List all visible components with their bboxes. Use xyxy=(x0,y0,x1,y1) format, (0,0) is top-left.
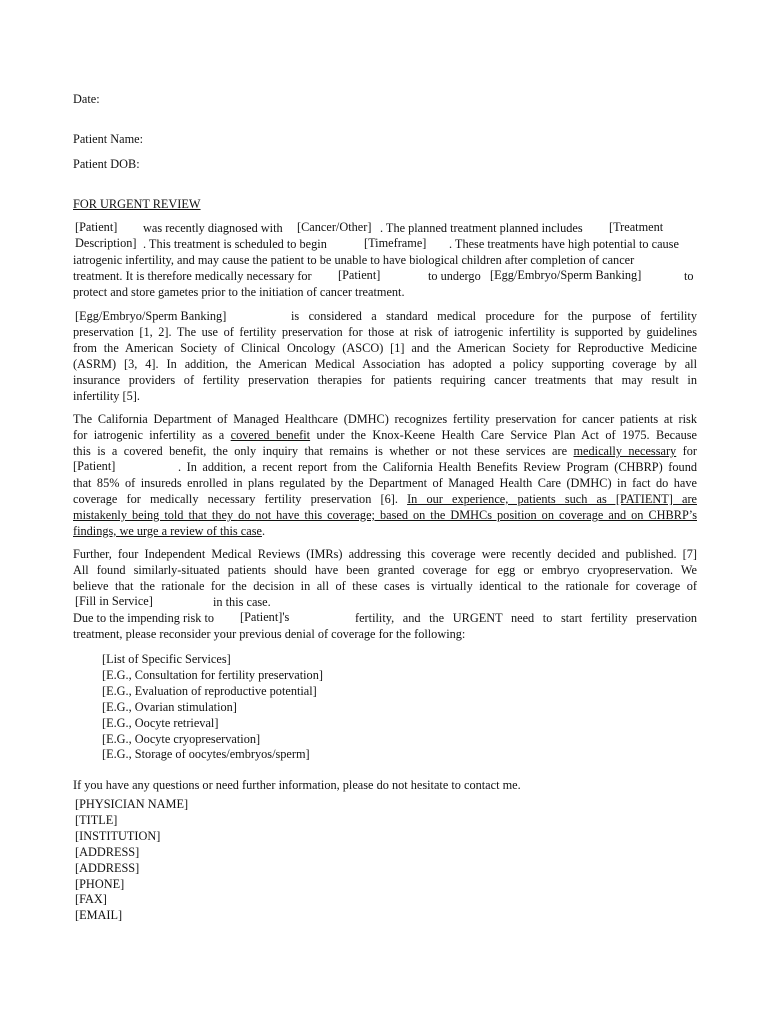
address-field[interactable]: [ADDRESS] xyxy=(75,844,140,859)
para4-text: All found similarly-situated patients should have been granted coverage for egg or embryo cryopreservation. We xyxy=(73,563,697,577)
fax-field[interactable]: [FAX] xyxy=(75,892,107,907)
institution-field[interactable]: [INSTITUTION] xyxy=(75,828,161,843)
para3-underlined-text: In our experience, patients such as [PATIENT] are xyxy=(407,492,697,506)
para2-text: insurance providers of fertility preservation therapies for patients requiring cancer treatments that may result in xyxy=(73,373,697,387)
para1-text: to undergo xyxy=(428,269,481,283)
para2-text: infertility [5]. xyxy=(73,389,140,403)
timeframe-field[interactable]: [Timeframe] xyxy=(364,236,427,250)
para3-text: that 85% of insureds enrolled in plans regulated by the Department of Managed Health Care (DMHC) in fact do have xyxy=(73,476,697,490)
email-field[interactable]: [EMAIL] xyxy=(75,908,123,923)
service-list-item[interactable]: [E.G., Storage of oocytes/embryos/sperm] xyxy=(102,747,310,762)
treatment-field[interactable]: [Treatment xyxy=(609,220,664,234)
patient-field[interactable]: [Patient] xyxy=(75,220,118,234)
para3-text: . In addition, a recent report from the California Health Benefits Review Program (CHBRP) found xyxy=(178,460,697,474)
para4-text: in this case. xyxy=(213,595,271,609)
patient-name-label: Patient Name: xyxy=(73,132,144,146)
closing-text: If you have any questions or need further information, please do not hesitate to contact me. xyxy=(73,778,521,792)
service-list-item[interactable]: [E.G., Consultation for fertility preservation] xyxy=(102,667,323,682)
date-label: Date: xyxy=(73,92,100,106)
para3-underlined-text: findings, we urge a review of this case xyxy=(73,524,262,538)
service-list-item[interactable]: [E.G., Evaluation of reproductive potential] xyxy=(102,683,317,698)
para1-text: iatrogenic infertility, and may cause the patient to be unable to have biological children after completion of cancer xyxy=(73,253,635,267)
para1-text: treatment. It is therefore medically necessary for xyxy=(73,269,312,283)
para1-text: . These treatments have high potential to cause xyxy=(449,237,679,251)
para2-text: (ASRM) [3, 4]. In addition, the American Medical Association has adopted a policy supporting coverage by all xyxy=(73,357,697,371)
banking-field[interactable]: [Egg/Embryo/Sperm Banking] xyxy=(490,268,642,282)
para3-text: this is a covered benefit, the only inquiry that remains is whether or not these services are xyxy=(73,444,568,458)
urgent-heading: FOR URGENT REVIEW xyxy=(73,197,201,211)
para1-text: . This treatment is scheduled to begin xyxy=(143,237,327,251)
service-list-item[interactable]: [E.G., Oocyte retrieval] xyxy=(102,715,219,730)
para2-text: from the American Society of Clinical Oncology (ASCO) [1] and the American Society for Reproductive Medicine xyxy=(73,341,697,355)
service-list-item[interactable]: [E.G., Ovarian stimulation] xyxy=(102,699,237,714)
physician-name-field[interactable]: [PHYSICIAN NAME] xyxy=(75,797,189,811)
patient-field[interactable]: [Patient] xyxy=(338,268,381,282)
para3-text: for iatrogenic infertility as a xyxy=(73,428,225,442)
para1-text: . The planned treatment planned includes xyxy=(380,221,583,235)
signature-block xyxy=(75,797,188,924)
phone-field[interactable]: [PHONE] xyxy=(75,876,125,891)
treatment-field[interactable]: Description] xyxy=(75,236,137,250)
service-list-item[interactable]: [List of Specific Services] xyxy=(102,652,231,666)
medically-necessary-text: medically necessary xyxy=(573,444,677,458)
patient-field[interactable]: [Patient]'s xyxy=(240,610,290,624)
para3-text: for xyxy=(682,444,698,458)
para3-line xyxy=(73,492,697,508)
para4-text: Further, four Independent Medical Reviews (IMRs) addressing this coverage were recently decided and published. [7] xyxy=(73,547,697,561)
service-field[interactable]: [Fill in Service] xyxy=(75,594,153,608)
service-list-item[interactable]: [E.G., Oocyte cryopreservation] xyxy=(102,731,261,746)
para3-text: The California Department of Managed Healthcare (DMHC) recognizes fertility preservation for cancer patients at risk xyxy=(73,412,697,426)
para3-text: coverage for medically necessary fertility preservation [6]. xyxy=(73,492,398,506)
para3-text: . xyxy=(261,524,266,538)
para3-line xyxy=(73,428,697,444)
para5-text: Due to the impending risk to xyxy=(73,611,215,625)
para1-text: was recently diagnosed with xyxy=(143,221,283,235)
para2-text: is considered a standard medical procedure for the purpose of fertility xyxy=(291,309,697,323)
title-field[interactable]: [TITLE] xyxy=(75,812,118,827)
patient-dob-label: Patient DOB: xyxy=(73,157,140,171)
para3-line xyxy=(73,444,697,460)
address-field[interactable]: [ADDRESS] xyxy=(75,860,140,875)
para4-text: believe that the rationale for the decision in all of these cases is virtually identical to the rationale for coverage of xyxy=(73,579,697,593)
para1-text: protect and store gametes prior to the initiation of cancer treatment. xyxy=(73,285,405,299)
para5-text: treatment, please reconsider your previous denial of coverage for the following: xyxy=(73,627,466,641)
cancer-field[interactable]: [Cancer/Other] xyxy=(297,220,372,234)
para5-text: fertility, and the URGENT need to start fertility preservation xyxy=(355,611,697,625)
patient-field[interactable]: [Patient] xyxy=(73,459,116,473)
para2-text: preservation [1, 2]. The use of fertility preservation for those at risk of iatrogenic infertility is supported by guidelines xyxy=(73,325,697,339)
covered-benefit-text: covered benefit xyxy=(230,428,311,442)
para3-line xyxy=(73,524,265,540)
para1-text: to xyxy=(684,269,694,283)
services-list xyxy=(102,652,323,763)
para3-underlined-text: mistakenly being told that they do not have this coverage; based on the DMHCs position on coverage and on CHBRP’s xyxy=(73,508,697,522)
banking-field[interactable]: [Egg/Embryo/Sperm Banking] xyxy=(75,309,227,323)
para3-text: under the Knox-Keene Health Care Service Plan Act of 1975. Because xyxy=(316,428,697,442)
